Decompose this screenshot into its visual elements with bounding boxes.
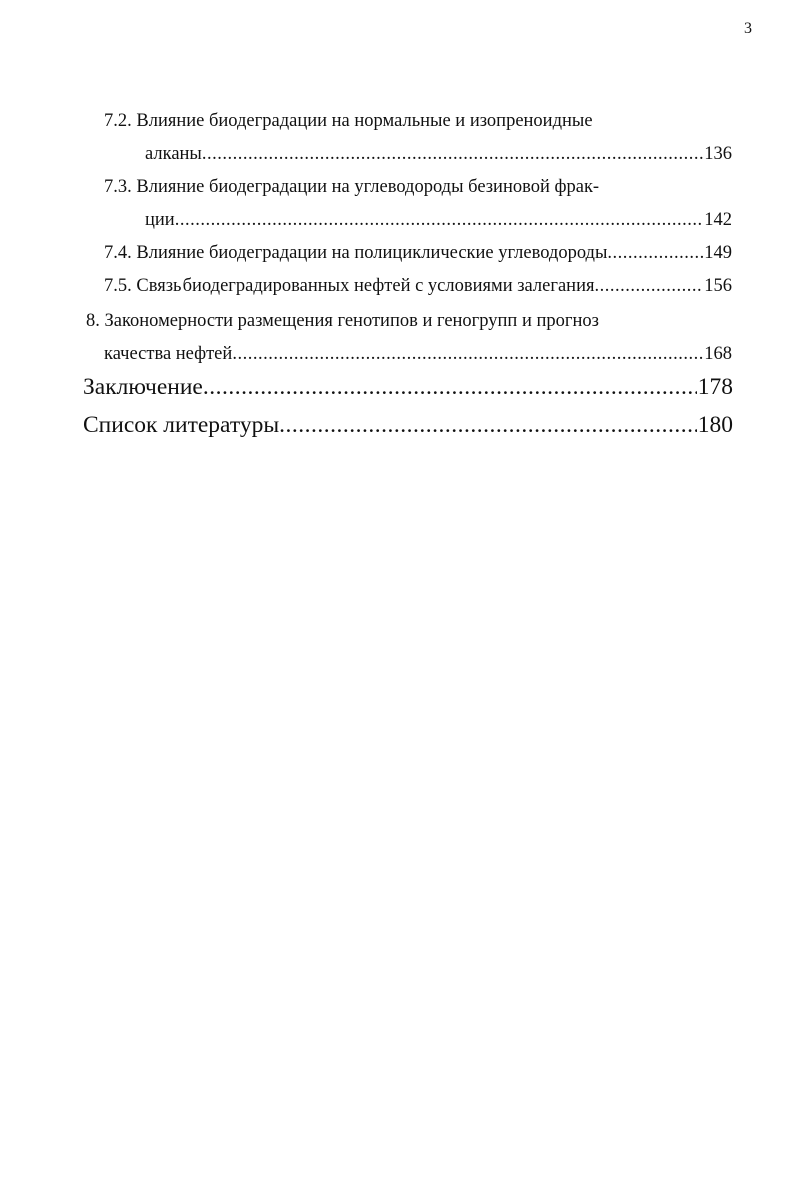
toc-page-number: 156 <box>704 276 732 296</box>
dot-leader <box>175 210 704 231</box>
toc-entry-7-5 <box>104 276 732 297</box>
toc-entry-7-3-title <box>104 177 599 198</box>
toc-page-number: 168 <box>704 344 732 364</box>
toc-entry-conclusion <box>83 374 733 401</box>
toc-entry-7-2-continuation <box>145 144 732 165</box>
toc-entry-text: Список литературы <box>83 412 280 438</box>
dot-leader <box>607 243 703 264</box>
toc-page-number: 178 <box>697 374 733 400</box>
toc-entry-text: биодеградированных нефтей с условиями залегания <box>182 276 595 296</box>
toc-entry-7-4 <box>104 243 732 264</box>
toc-entry-number: 7.5. Связь <box>104 276 182 296</box>
page-number: 3 <box>744 20 752 37</box>
toc-entry-text: Заключение <box>83 374 203 400</box>
dot-leader <box>595 276 704 297</box>
toc-entry-text: ции <box>145 210 175 230</box>
toc-entry-text: 7.2. Влияние биодеградации на нормальные и изопреноидные <box>104 111 593 131</box>
dot-leader <box>203 374 697 401</box>
toc-entry-text: алканы <box>145 144 202 164</box>
dot-leader <box>232 344 703 365</box>
toc-entry-7-2-title <box>104 111 593 132</box>
toc-entry-7-3-continuation <box>145 210 732 231</box>
toc-entry-text: качества нефтей <box>104 344 233 364</box>
toc-entry-text: 8. Закономерности размещения генотипов и геногрупп и прогноз <box>86 311 599 331</box>
dot-leader <box>202 144 703 165</box>
toc-page-number: 149 <box>704 243 732 263</box>
dot-leader <box>279 412 697 439</box>
toc-entry-8-continuation <box>104 344 732 365</box>
toc-entry-bibliography <box>83 412 733 439</box>
toc-entry-text: 7.3. Влияние биодеградации на углеводороды безиновой фрак- <box>104 177 600 197</box>
toc-entry-text: 7.4. Влияние биодеградации на полициклические углеводороды <box>104 243 608 263</box>
toc-page-number: 136 <box>704 144 732 164</box>
toc-page-number: 180 <box>697 412 733 438</box>
toc-entry-8-title <box>86 311 599 332</box>
toc-page-number: 142 <box>704 210 732 230</box>
